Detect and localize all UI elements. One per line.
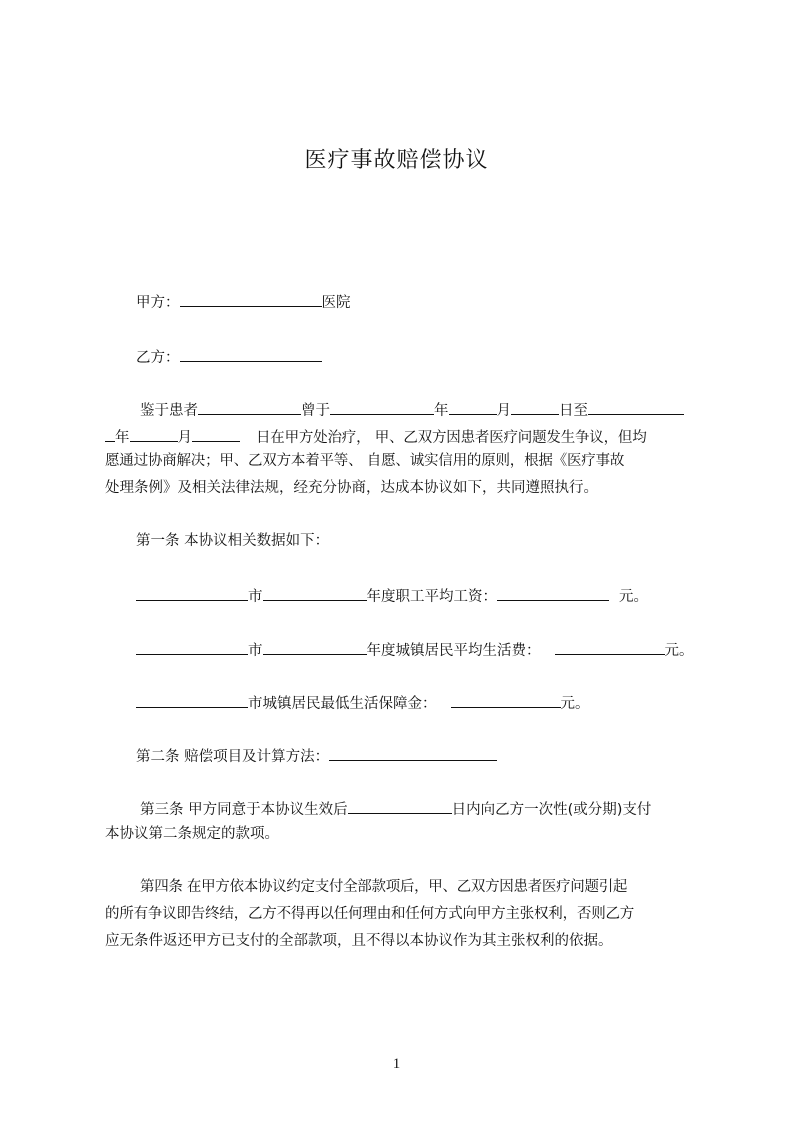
payment-days-blank[interactable] [348, 797, 452, 814]
article-4-line-3: 应无条件返还甲方已支付的全部款项，且不得以本协议作为其主张权利的依据。 [105, 933, 613, 949]
party-b-label: 乙方： [136, 350, 180, 366]
article-3-text: 日内向乙方一次性(或分期)支付 [451, 802, 652, 818]
article-4-line-2: 的所有争议即告终结，乙方不得再以任何理由和任何方式向甲方主张权利，否则乙方 [105, 906, 635, 922]
living-amount-blank[interactable] [555, 638, 665, 655]
article-1-heading: 第一条 本协议相关数据如下： [136, 533, 330, 549]
wage-amount-blank[interactable] [497, 584, 609, 601]
article-2 [136, 744, 497, 768]
compensation-method-blank[interactable] [329, 744, 497, 761]
allowance-city-blank[interactable] [136, 691, 248, 708]
party-a-suffix: 医院 [321, 295, 351, 311]
end-month-blank[interactable] [130, 425, 178, 442]
preamble-line-4 [105, 478, 598, 499]
page-number: 1 [392, 1056, 401, 1072]
preamble-text: 处理条例》及相关法律法规，经充分协商，达成本协议如下，共同遵照执行。 [105, 480, 598, 496]
preamble-text: 日在甲方处治疗， 甲、乙双方因患者医疗问题发生争议，但均 [256, 430, 647, 446]
unit-label: 元。 [664, 643, 694, 659]
start-year-blank[interactable] [330, 398, 434, 415]
preamble-text: 日至 [559, 403, 588, 419]
article-1-row-1 [136, 584, 648, 608]
city-label: 市 [248, 589, 263, 605]
preamble-line-3 [105, 451, 624, 472]
article-4-line-1: 第四条 在甲方依本协议约定支付全部款项后，甲、乙双方因患者医疗问题引起 [140, 879, 628, 895]
start-month-blank[interactable] [449, 398, 497, 415]
end-day-blank[interactable] [192, 425, 240, 442]
allowance-amount-blank[interactable] [451, 691, 561, 708]
article-2-text: 第二条 赔偿项目及计算方法： [136, 749, 330, 765]
wage-year-blank[interactable] [263, 584, 367, 601]
party-a-label: 甲方： [136, 295, 180, 311]
wage-city-blank[interactable] [136, 584, 248, 601]
party-a-name-blank[interactable] [180, 290, 322, 307]
start-day-blank[interactable] [511, 398, 559, 415]
unit-label: 元。 [560, 696, 590, 712]
end-year-blank[interactable] [588, 398, 684, 415]
min-allowance-label: 市城镇居民最低生活保障金： [248, 696, 437, 712]
article-3-line-2: 本协议第二条规定的款项。 [105, 826, 279, 842]
preamble-line-2 [105, 425, 647, 449]
living-year-blank[interactable] [263, 638, 367, 655]
preamble-text: 愿通过协商解决；甲、乙双方本着平等、 自愿、诚实信用的原则，根据《医疗事故 [105, 453, 625, 469]
wage-label: 年度职工平均工资： [366, 589, 497, 605]
preamble-text: 月 [177, 430, 192, 446]
preamble-line-1 [140, 398, 684, 422]
living-city-blank[interactable] [136, 638, 248, 655]
preamble-text: 鉴于患者 [140, 403, 198, 419]
preamble-text: 曾于 [301, 403, 330, 419]
article-1-row-2 [136, 638, 694, 662]
article-3-line-1 [140, 797, 651, 821]
unit-label: 元。 [619, 589, 648, 605]
article-3-text: 第三条 甲方同意于本协议生效后 [140, 802, 348, 818]
living-cost-label: 年度城镇居民平均生活费： [366, 643, 541, 659]
preamble-text: 月 [496, 403, 511, 419]
end-year-blank-cont[interactable] [105, 425, 115, 442]
party-a-line [136, 290, 351, 314]
article-1-row-3 [136, 691, 590, 715]
party-b-name-blank[interactable] [180, 345, 322, 362]
document-title: 医疗事故赔偿协议 [304, 148, 489, 173]
city-label: 市 [248, 643, 263, 659]
party-b-line [136, 345, 322, 369]
patient-name-blank[interactable] [198, 398, 301, 415]
preamble-text: 年 [115, 430, 130, 446]
preamble-text: 年 [434, 403, 449, 419]
